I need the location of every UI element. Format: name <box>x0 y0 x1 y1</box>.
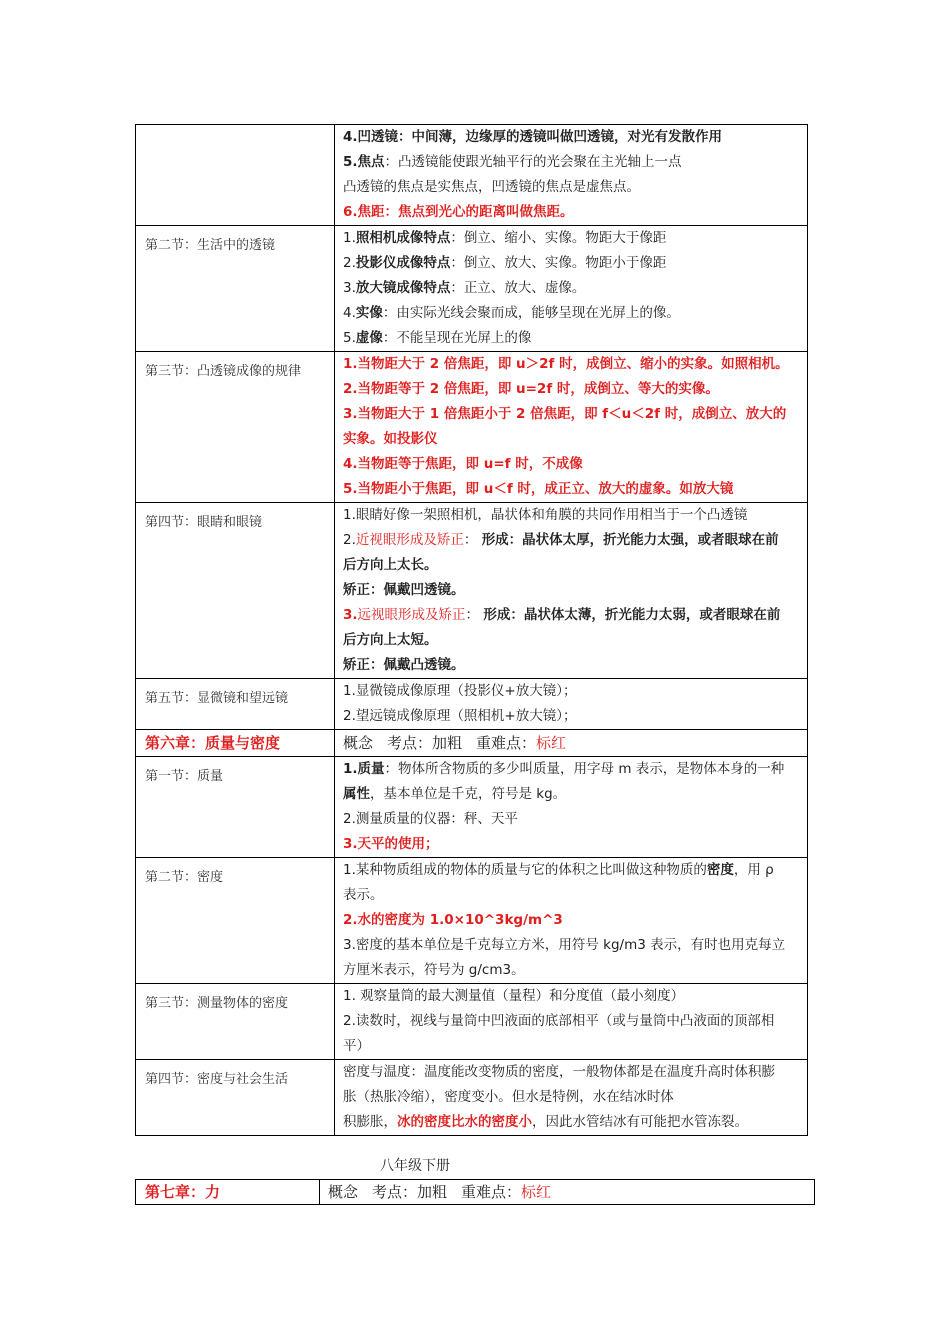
notes-table <box>135 124 808 1136</box>
text-segment: 5.当物距小于焦距，即 u＜f 时，成正立、放大的虚象。如放大镜 <box>343 481 734 497</box>
content-cell <box>335 226 808 352</box>
content-cell <box>335 125 808 226</box>
text-segment: ，基本单位是千克，符号是 kg。 <box>370 786 567 802</box>
content-line <box>343 757 799 782</box>
content-line <box>343 958 799 983</box>
content-line <box>343 807 799 832</box>
table-row <box>136 858 808 984</box>
section-cell: 第四节：眼睛和眼镜 <box>136 503 335 679</box>
legend-difficulty-label: 重难点： <box>476 734 537 752</box>
legend-key: 考点：加粗 <box>387 734 463 752</box>
text-segment: 2.当物距等于 2 倍焦距，即 u=2f 时，成倒立、等大的实像。 <box>343 381 719 397</box>
text-segment: 远视眼形成及矫正 <box>357 607 466 623</box>
text-segment: 实像 <box>355 305 383 321</box>
content-line <box>343 276 799 301</box>
content-line <box>343 578 799 603</box>
chapter-title: 第六章：质量与密度 <box>136 730 335 757</box>
content-line <box>343 553 799 578</box>
text-segment: ： <box>465 607 484 623</box>
text-segment: 积膨胀， <box>343 1114 397 1130</box>
section-cell: 第一节：质量 <box>136 757 335 858</box>
table-row <box>136 1060 808 1136</box>
table-row <box>136 226 808 352</box>
text-segment: 放大镜成像特点 <box>355 280 451 296</box>
chapter7-table <box>135 1179 815 1205</box>
content-cell <box>335 503 808 679</box>
text-segment: 形成：晶状体太厚，折光能力太强，或者眼球在前 <box>481 532 779 548</box>
content-line <box>343 1085 799 1110</box>
text-segment: 3.当物距大于 1 倍焦距小于 2 倍焦距，即 f＜u＜2f 时，成倒立、放大的 <box>343 406 787 422</box>
content-line <box>343 503 799 528</box>
text-segment: 胀（热胀冷缩），密度变小。但水是特例，水在结冰时体 <box>343 1089 674 1105</box>
text-segment: 照相机成像特点 <box>355 230 451 246</box>
text-segment: 矫正：佩戴凹透镜。 <box>343 582 465 598</box>
chapter-title: 第七章：力 <box>136 1180 320 1205</box>
content-cell <box>335 757 808 858</box>
section-cell: 第三节：凸透镜成像的规律 <box>136 352 335 503</box>
content-line <box>343 150 799 175</box>
section-cell: 第二节：生活中的透镜 <box>136 226 335 352</box>
text-segment: 属性 <box>343 786 370 802</box>
text-segment: 1.显微镜成像原理（投影仪+放大镜）； <box>343 683 577 699</box>
grade-caption: 八年级下册 <box>380 1158 450 1174</box>
section-cell: 第二节：密度 <box>136 858 335 984</box>
content-line <box>343 628 799 653</box>
text-segment: 4.凹透镜：中间薄，边缘厚的透镜叫做凹透镜，对光有发散作用 <box>343 129 723 145</box>
table-row <box>136 503 808 679</box>
text-segment: 表示。 <box>343 887 384 903</box>
content-line <box>343 125 799 150</box>
text-segment: ：正立、放大、虚像。 <box>450 280 586 296</box>
text-segment: 1.质量 <box>343 761 385 777</box>
content-line <box>343 603 799 628</box>
content-line <box>343 858 799 883</box>
text-segment: 冰的密度比水的密度小 <box>397 1114 532 1130</box>
content-line <box>343 832 799 857</box>
content-line <box>343 326 799 351</box>
content-line <box>343 984 799 1009</box>
text-segment: 3. <box>343 607 358 623</box>
text-segment: 2.测量质量的仪器：秤、天平 <box>343 811 518 827</box>
text-segment: 2.水的密度为 1.0×10^3kg/m^3 <box>343 912 563 928</box>
content-cell <box>335 352 808 503</box>
text-segment: ：物体所含物质的多少叫质量，用字母 m 表示，是物体本身的一种 <box>384 761 785 777</box>
content-line <box>343 528 799 553</box>
chapter-row <box>136 730 808 757</box>
text-segment: 2. <box>343 255 356 271</box>
text-segment: 投影仪成像特点 <box>355 255 451 271</box>
content-line <box>343 427 799 452</box>
content-line <box>343 301 799 326</box>
text-segment: ：凸透镜能使跟光轴平行的光会聚在主光轴上一点 <box>384 154 682 170</box>
content-line <box>343 1060 799 1085</box>
content-cell <box>335 679 808 730</box>
content-line <box>343 175 799 200</box>
table-row <box>136 352 808 503</box>
content-line <box>343 653 799 678</box>
text-segment: 4. <box>343 305 356 321</box>
content-line <box>343 200 799 225</box>
text-segment: ，用 ρ <box>733 862 774 878</box>
content-line <box>343 452 799 477</box>
text-segment: 后方向上太长。 <box>343 557 438 573</box>
content-line <box>343 1110 799 1135</box>
text-segment: ：倒立、放大、实像。物距小于像距 <box>450 255 667 271</box>
content-line <box>343 477 799 502</box>
legend-concept: 概念 <box>343 734 374 752</box>
content-cell <box>335 858 808 984</box>
section-cell <box>136 125 335 226</box>
content-line <box>343 908 799 933</box>
text-segment: 平） <box>343 1038 370 1054</box>
content-line <box>343 352 799 377</box>
content-line <box>343 704 799 729</box>
section-cell: 第五节：显微镜和望远镜 <box>136 679 335 730</box>
text-segment: 密度 <box>706 862 734 878</box>
content-line <box>343 251 799 276</box>
text-segment: ：倒立、缩小、实像。物距大于像距 <box>450 230 667 246</box>
text-segment: 近视眼形成及矫正 <box>355 532 464 548</box>
text-segment: 4.当物距等于焦距，即 u=f 时，不成像 <box>343 456 583 472</box>
table-row <box>136 679 808 730</box>
table-row <box>136 757 808 858</box>
content-line <box>343 377 799 402</box>
legend <box>335 730 808 757</box>
legend-difficulty-value: 标红 <box>521 1183 552 1201</box>
text-segment: 3.天平的使用； <box>343 836 439 852</box>
text-segment: 方厘米表示，符号为 g/cm3。 <box>343 962 525 978</box>
text-segment: 后方向上太短。 <box>343 632 438 648</box>
table-row <box>136 125 808 226</box>
text-segment: 1.某种物质组成的物体的质量与它的体积之比叫做这种物质的 <box>343 862 707 878</box>
text-segment: 2. <box>343 532 356 548</box>
text-segment: 5. <box>343 330 356 346</box>
section-cell: 第四节：密度与社会生活 <box>136 1060 335 1136</box>
text-segment: 矫正：佩戴凸透镜。 <box>343 657 465 673</box>
content-line <box>343 402 799 427</box>
content-line <box>343 679 799 704</box>
text-segment: 2.望远镜成像原理（照相机+放大镜）； <box>343 708 577 724</box>
content-cell <box>335 984 808 1060</box>
text-segment: ：由实际光线会聚而成，能够呈现在光屏上的像。 <box>382 305 680 321</box>
text-segment: 1.眼睛好像一架照相机，晶状体和角膜的共同作用相当于一个凸透镜 <box>343 507 748 523</box>
chapter-row <box>136 1180 815 1205</box>
text-segment: 虚像 <box>355 330 383 346</box>
text-segment: ，因此水管结冰有可能把水管冻裂。 <box>532 1114 748 1130</box>
text-segment: ： <box>463 532 482 548</box>
text-segment: 1. 观察量筒的最大测量值（量程）和分度值（最小刻度） <box>343 988 685 1004</box>
content-line <box>343 883 799 908</box>
content-line <box>343 933 799 958</box>
text-segment: 1. <box>343 230 356 246</box>
legend-concept: 概念 <box>328 1183 359 1201</box>
content-line <box>343 782 799 807</box>
content-line <box>343 226 799 251</box>
table-row <box>136 984 808 1060</box>
text-segment: 凸透镜的焦点是实焦点，凹透镜的焦点是虚焦点。 <box>343 179 640 195</box>
text-segment: 5.焦点 <box>343 154 385 170</box>
legend-key: 考点：加粗 <box>372 1183 448 1201</box>
legend-difficulty-label: 重难点： <box>461 1183 522 1201</box>
text-segment: 1.当物距大于 2 倍焦距，即 u＞2f 时，成倒立、缩小的实象。如照相机。 <box>343 356 789 372</box>
content-line <box>343 1034 799 1059</box>
legend-difficulty-value: 标红 <box>536 734 567 752</box>
text-segment: ：不能呈现在光屏上的像 <box>382 330 532 346</box>
section-cell: 第三节：测量物体的密度 <box>136 984 335 1060</box>
text-segment: 形成：晶状体太薄，折光能力太弱，或者眼球在前 <box>483 607 781 623</box>
content-line <box>343 1009 799 1034</box>
content-cell <box>335 1060 808 1136</box>
text-segment: 2.读数时，视线与量筒中凹液面的底部相平（或与量筒中凸液面的顶部相 <box>343 1013 775 1029</box>
text-segment: 3.密度的基本单位是千克每立方米，用符号 kg/m3 表示，有时也用克每立 <box>343 937 786 953</box>
text-segment: 3. <box>343 280 356 296</box>
text-segment: 6.焦距：焦点到光心的距离叫做焦距。 <box>343 204 574 220</box>
text-segment: 实象。如投影仪 <box>343 431 438 447</box>
legend <box>320 1180 815 1205</box>
text-segment: 密度与温度：温度能改变物质的密度，一般物体都是在温度升高时体积膨 <box>343 1064 775 1080</box>
